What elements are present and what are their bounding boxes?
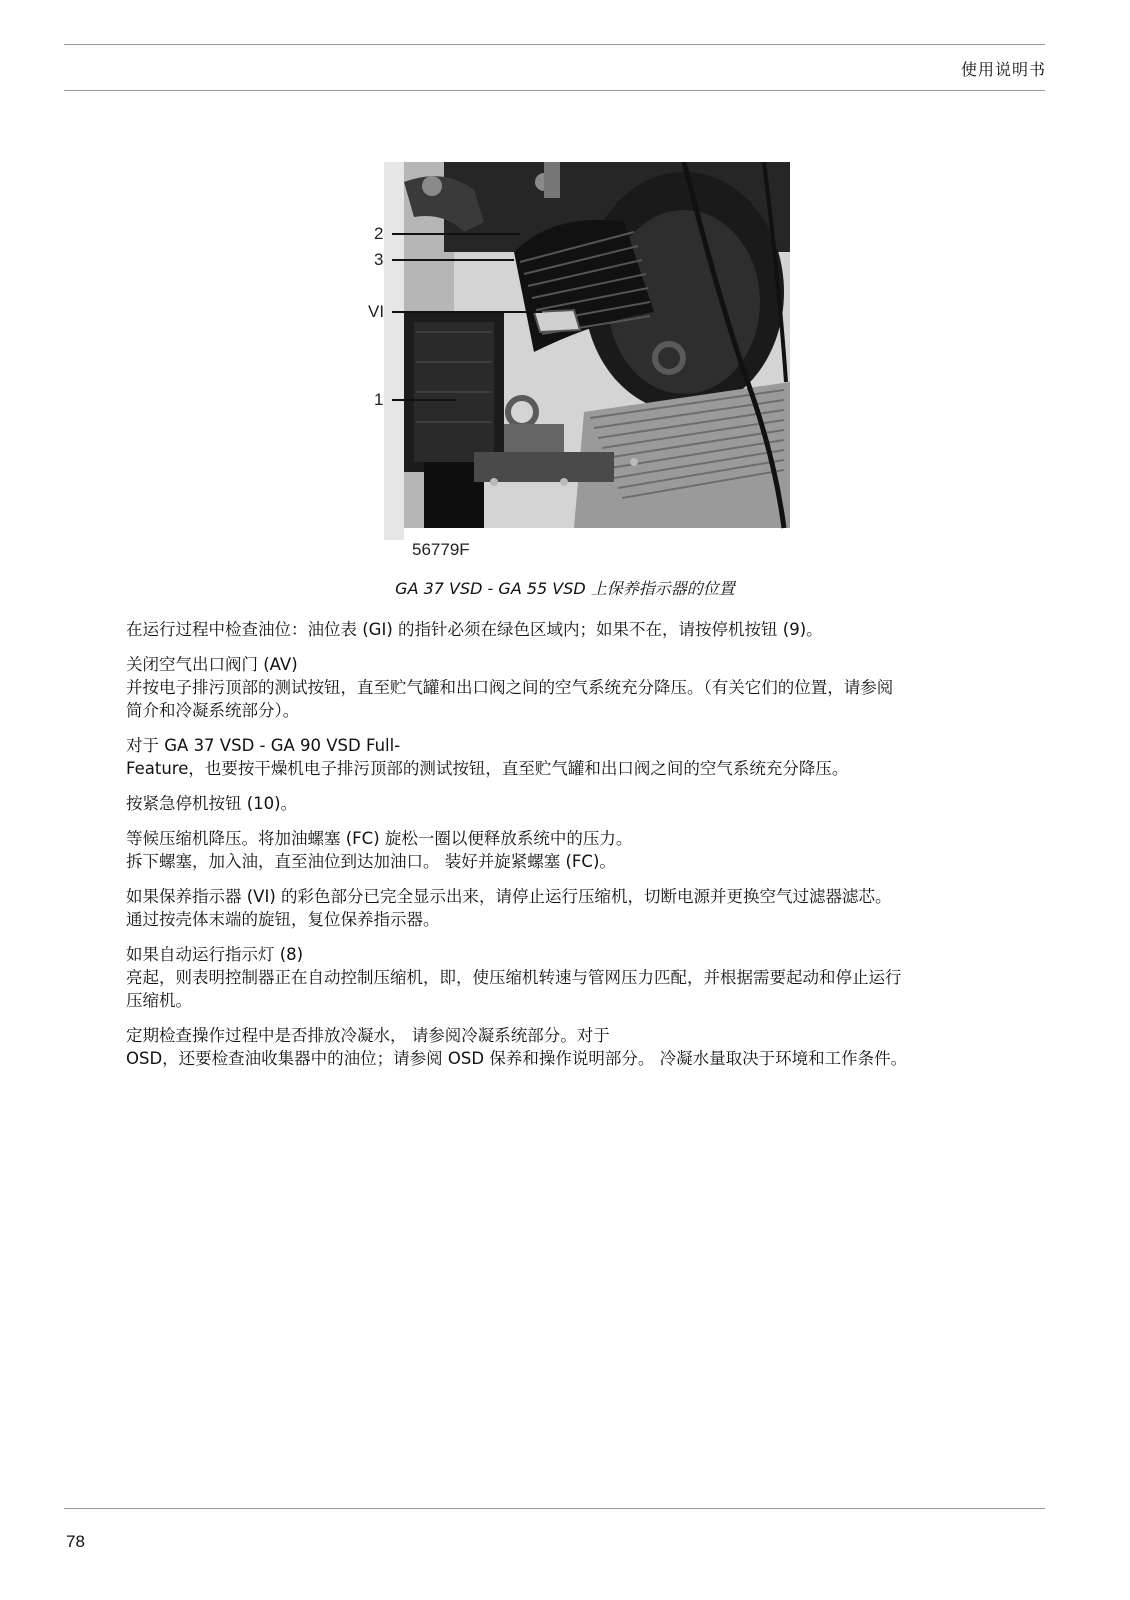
paragraph-auto-run-lamp [126, 943, 1046, 1012]
callout-label-vi: VI [368, 302, 385, 321]
paragraph-line: 如果自动运行指示灯 (8) [126, 945, 304, 964]
callout-leader-2 [392, 233, 520, 235]
callout-leader-vi [392, 311, 542, 313]
callout-leader-3 [392, 259, 514, 261]
paragraph-condensate [126, 1024, 1046, 1070]
paragraph-line: 按紧急停机按钮 (10)。 [126, 794, 298, 813]
header-rule-bottom [64, 90, 1045, 91]
paragraph-close-outlet-valve [126, 653, 1046, 722]
header-title: 使用说明书 [960, 60, 1046, 79]
figure-image-id: 56779F [412, 540, 470, 559]
paragraph-line: 如果保养指示器 (VI) 的彩色部分已完全显示出来，请停止运行压缩机，切断电源并更换空气过滤器滤芯。 [126, 887, 892, 906]
paragraph-line: 关闭空气出口阀门 (AV) [126, 655, 298, 674]
paragraph-line: OSD，还要检查油收集器中的油位；请参阅 OSD 保养和操作说明部分。 冷凝水量取决于环境和工作条件。 [126, 1049, 908, 1068]
paragraph-full-feature [126, 734, 1046, 780]
paragraph-line: 拆下螺塞，加入油，直至油位到达加油口。 装好并旋紧螺塞 (FC)。 [126, 852, 616, 871]
figure-caption: GA 37 VSD - GA 55 VSD 上保养指示器的位置 [395, 579, 735, 598]
body-content [126, 618, 1046, 1082]
paragraph-line: 简介和冷凝系统部分）。 [126, 701, 300, 720]
paragraph-line: Feature，也要按干燥机电子排污顶部的测试按钮，直至贮气罐和出口阀之间的空气系统充分降压。 [126, 759, 849, 778]
paragraph-check-oil [126, 618, 1046, 641]
paragraph-line: 并按电子排污顶部的测试按钮，直至贮气罐和出口阀之间的空气系统充分降压。（有关它们的位置，请参阅 [126, 678, 894, 697]
paragraph-line: 定期检查操作过程中是否排放冷凝水， 请参阅冷凝系统部分。对于 [126, 1026, 610, 1045]
callout-label-2: 2 [374, 224, 384, 243]
figure-photo [384, 162, 790, 540]
paragraph-emergency-stop [126, 792, 1046, 815]
callout-leader-1 [392, 399, 456, 401]
paragraph-line: 压缩机。 [126, 991, 192, 1010]
paragraph-maintenance-indicator [126, 885, 1046, 931]
compressor-photo [384, 162, 790, 540]
page-number: 78 [66, 1532, 85, 1551]
paragraph-line: 在运行过程中检查油位：油位表 (GI) 的指针必须在绿色区域内；如果不在，请按停机按钮 (9)。 [126, 620, 823, 639]
paragraph-line: 等候压缩机降压。将加油螺塞 (FC) 旋松一圈以便释放系统中的压力。 [126, 829, 633, 848]
paragraph-line: 对于 GA 37 VSD - GA 90 VSD Full- [126, 736, 401, 755]
header-rule-top [64, 44, 1045, 45]
callout-label-1: 1 [374, 390, 384, 409]
callout-label-3: 3 [374, 250, 384, 269]
paragraph-line: 通过按壳体末端的旋钮，复位保养指示器。 [126, 910, 440, 929]
footer-rule [64, 1508, 1045, 1509]
paragraph-line: 亮起，则表明控制器正在自动控制压缩机，即，使压缩机转速与管网压力匹配，并根据需要起动和停止运行 [126, 968, 902, 987]
paragraph-fill-oil [126, 827, 1046, 873]
